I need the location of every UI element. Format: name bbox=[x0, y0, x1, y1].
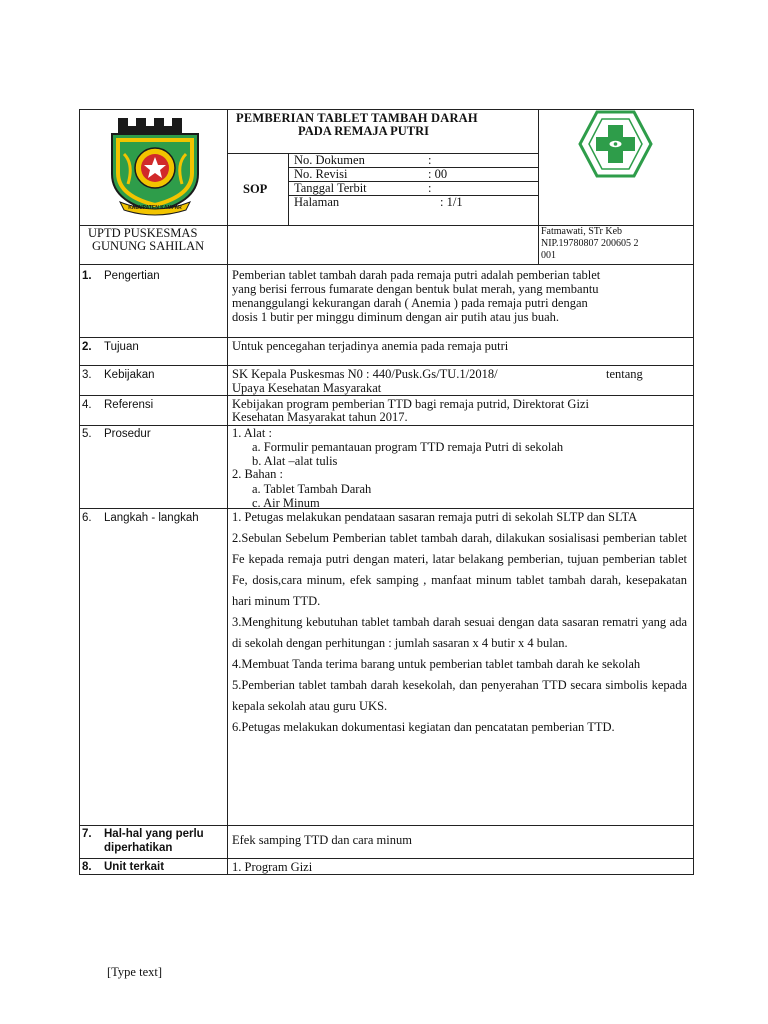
signer-nip-line1: NIP.19780807 200605 2 bbox=[541, 238, 639, 249]
section-number: 7. bbox=[82, 828, 92, 840]
step-item: 2.Sebulan Sebelum Pemberian tablet tambah darah, dilakukan sosialisasi pemberian tablet Fe kepada remaja putri dengan materi, latar belakang pemberian, tujuan pemberian tablet Fe, dosis,cara minum, efek samping , manfaat minum tablet tambah darah, kesepakatan hari minum TTD. bbox=[232, 531, 687, 608]
section-label-tujuan: Tujuan bbox=[104, 341, 139, 353]
kebijakan-line1: SK Kepala Puskesmas N0 : 440/Pusk.Gs/TU.1/2018/ bbox=[232, 367, 498, 381]
section-label-pengertian: Pengertian bbox=[104, 270, 160, 282]
section-label-kebijakan: Kebijakan bbox=[104, 369, 155, 381]
doc-number-label: No. Dokumen bbox=[294, 153, 365, 167]
section-label-prosedur: Prosedur bbox=[104, 428, 151, 440]
issue-date-value: : bbox=[428, 181, 432, 195]
hal-hal-text: Efek samping TTD dan cara minum bbox=[232, 833, 412, 847]
footer-placeholder: [Type text] bbox=[107, 965, 163, 979]
org-name-line1: UPTD PUSKESMAS bbox=[88, 226, 198, 240]
doc-title-line1: PEMBERIAN TABLET TAMBAH DARAH bbox=[236, 111, 478, 125]
section-number: 1. bbox=[82, 270, 92, 282]
section-number: 2. bbox=[82, 341, 92, 353]
kebijakan-line2: Upaya Kesehatan Masyarakat bbox=[232, 381, 382, 395]
puskesmas-logo bbox=[578, 110, 653, 178]
tujuan-text: Untuk pencegahan terjadinya anemia pada remaja putri bbox=[232, 339, 509, 353]
kabupaten-logo bbox=[90, 110, 220, 220]
org-name-line2: GUNUNG SAHILAN bbox=[92, 239, 205, 253]
revision-label: No. Revisi bbox=[294, 167, 348, 181]
referensi-line2: Kesehatan Masyarakat tahun 2017. bbox=[232, 410, 408, 424]
bahan-title: 2. Bahan : bbox=[232, 467, 284, 481]
section-label-referensi: Referensi bbox=[104, 399, 154, 411]
page-label: Halaman bbox=[294, 195, 340, 209]
step-item: 1. Petugas melakukan pendataan sasaran remaja putri di sekolah SLTP dan SLTA bbox=[232, 510, 638, 524]
section-number: 5. bbox=[82, 428, 92, 440]
bahan-item: a. Tablet Tambah Darah bbox=[252, 482, 372, 496]
alat-title: 1. Alat : bbox=[232, 426, 272, 440]
unit-text: 1. Program Gizi bbox=[232, 860, 313, 874]
signer-name: Fatmawati, STr Keb bbox=[541, 226, 623, 237]
revision-value: : 00 bbox=[428, 167, 448, 181]
signer-nip-line2: 001 bbox=[541, 250, 556, 261]
pengertian-line: Pemberian tablet tambah darah pada remaja putri adalah pemberian tablet bbox=[232, 268, 601, 282]
step-item: 4.Membuat Tanda terima barang untuk pemberian tablet tambah darah ke sekolah bbox=[232, 657, 641, 671]
page-value: : 1/1 bbox=[440, 195, 463, 209]
langkah-steps bbox=[232, 507, 687, 738]
section-label-hal-hal-line2: diperhatikan bbox=[104, 842, 173, 854]
doc-number-value: : bbox=[428, 153, 432, 167]
section-label-langkah: Langkah - langkah bbox=[104, 512, 199, 524]
step-item: 6.Petugas melakukan dokumentasi kegiatan dan pencatatan pemberian TTD. bbox=[232, 720, 615, 734]
section-number: 6. bbox=[82, 512, 92, 524]
alat-item: b. Alat –alat tulis bbox=[252, 454, 338, 468]
pengertian-line: yang berisi ferrous fumarate dengan bentuk bulat merah, yang membantu bbox=[232, 282, 599, 296]
section-number: 8. bbox=[82, 861, 92, 873]
referensi-line1: Kebijakan program pemberian TTD bagi remaja putrid, Direktorat Gizi bbox=[232, 397, 589, 411]
issue-date-label: Tanggal Terbit bbox=[294, 181, 367, 195]
section-label-unit: Unit terkait bbox=[104, 861, 165, 873]
pengertian-line: dosis 1 butir per minggu diminum dengan air putih atau jus buah. bbox=[232, 310, 560, 324]
bahan-item: c. Air Minum bbox=[252, 496, 320, 510]
alat-item: a. Formulir pemantauan program TTD remaja Putri di sekolah bbox=[252, 440, 564, 454]
step-item: 3.Menghitung kebutuhan tablet tambah darah sesuai dengan data sasaran rematri yang ada di sekolah dengan perhitungan : jumlah sasaran x 4 butir x 4 bulan. bbox=[232, 615, 687, 650]
logo-banner-text: KABUPATEN KAMPAR bbox=[128, 205, 182, 211]
kebijakan-line1-tail: tentang bbox=[606, 367, 643, 381]
section-number: 3. bbox=[82, 369, 92, 381]
section-label-hal-hal-line1: Hal-hal yang perlu bbox=[104, 828, 204, 840]
pengertian-line: menanggulangi kekurangan darah ( Anemia ) pada remaja putri dengan bbox=[232, 296, 588, 310]
step-item: 5.Pemberian tablet tambah darah kesekolah, dan penyerahan TTD secara simbolis kepada kepala sekolah atau guru UKS. bbox=[232, 678, 687, 713]
doc-title-line2: PADA REMAJA PUTRI bbox=[298, 124, 430, 138]
section-number: 4. bbox=[82, 399, 92, 411]
sop-label: SOP bbox=[243, 182, 268, 196]
